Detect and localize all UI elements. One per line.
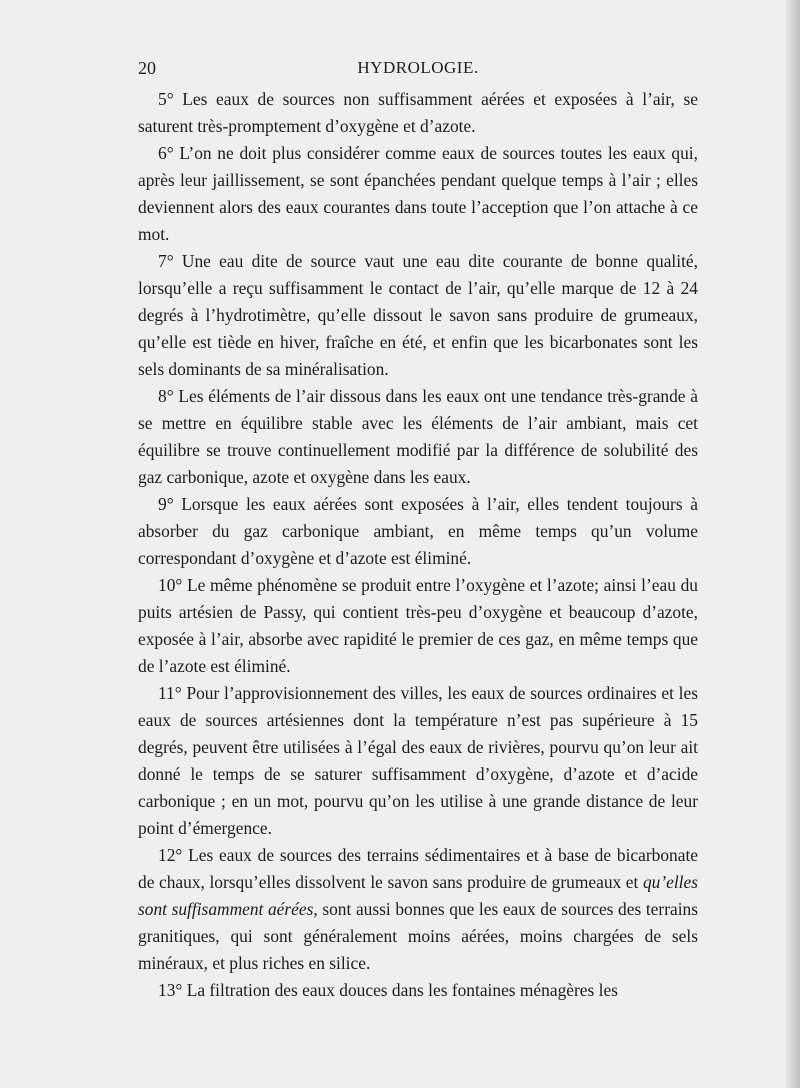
running-title: HYDROLOGIE. <box>357 58 479 77</box>
page-header <box>138 58 698 82</box>
paragraph-6: 6° L’on ne doit plus considérer comme eaux de sources toutes les eaux qui, après leur jaillissement, se sont épanchées pendant quelque temps à l’air ; elles deviennent alors des eaux courantes dans toute l’acception que l’on attache à ce mot. <box>138 143 698 244</box>
page-body <box>138 86 698 1004</box>
paragraph-8: 8° Les éléments de l’air dissous dans les eaux ont une tendance très-grande à se mettre en équilibre stable avec les éléments de l’air ambiant, mais cet équilibre se trouve continuellement modifié par la différence de solubilité des gaz carbonique, azote et oxygène dans les eaux. <box>138 386 698 487</box>
paragraph-9: 9° Lorsque les eaux aérées sont exposées à l’air, elles tendent toujours à absorber du gaz carbonique ambiant, en même temps qu’un volume correspondant d’oxygène et d’azote est éliminé. <box>138 494 698 568</box>
paragraph-11: 11° Pour l’approvisionnement des villes, les eaux de sources ordinaires et les eaux de sources artésiennes dont la température n’est pas supérieure à 15 degrés, peuvent être utilisées à l’égal des eaux de rivières, pourvu qu’on leur ait donné le temps de se saturer suffisamment d’oxygène, d’azote et d’acide carbonique ; en un mot, pourvu qu’on les utilise à une grande distance de leur point d’émergence. <box>138 683 698 838</box>
paragraph-12-end: sont aussi bonnes que les eaux de sources des terrains granitiques, qui sont généralement moins aérées, moins chargées de sels minéraux, et plus riches en silice. <box>138 899 698 973</box>
paragraph-5: 5° Les eaux de sources non suffisamment aérées et exposées à l’air, se saturent très-promptement d’oxygène et d’azote. <box>138 89 698 136</box>
paragraph-13: 13° La filtration des eaux douces dans les fontaines ménagères les <box>158 980 618 1000</box>
page-edge-shadow <box>786 0 800 1088</box>
paragraph-12-start: 12° Les eaux de sources des terrains sédimentaires et à base de bicarbonate de chaux, lorsqu’elles dissolvent le savon sans produire de grumeaux et <box>138 845 698 892</box>
paragraph-12 <box>138 842 698 977</box>
paragraph-12-italic: qu’elles sont suffisamment aérées, <box>138 872 698 919</box>
paragraph-10: 10° Le même phénomène se produit entre l’oxygène et l’azote; ainsi l’eau du puits artésien de Passy, qui contient très-peu d’oxygène et beaucoup d’azote, exposée à l’air, absorbe avec rapidité le premier de ces gaz, en même temps que de l’azote est éliminé. <box>138 575 698 676</box>
paragraph-7: 7° Une eau dite de source vaut une eau dite courante de bonne qualité, lorsqu’elle a reçu suffisamment le contact de l’air, qu’elle marque de 12 à 24 degrés à l’hydrotimètre, qu’elle dissout le savon sans produire de grumeaux, qu’elle est tiède en hiver, fraîche en été, et enfin que les bicarbonates sont les sels dominants de sa minéralisation. <box>138 251 698 379</box>
page-number: 20 <box>138 58 156 78</box>
